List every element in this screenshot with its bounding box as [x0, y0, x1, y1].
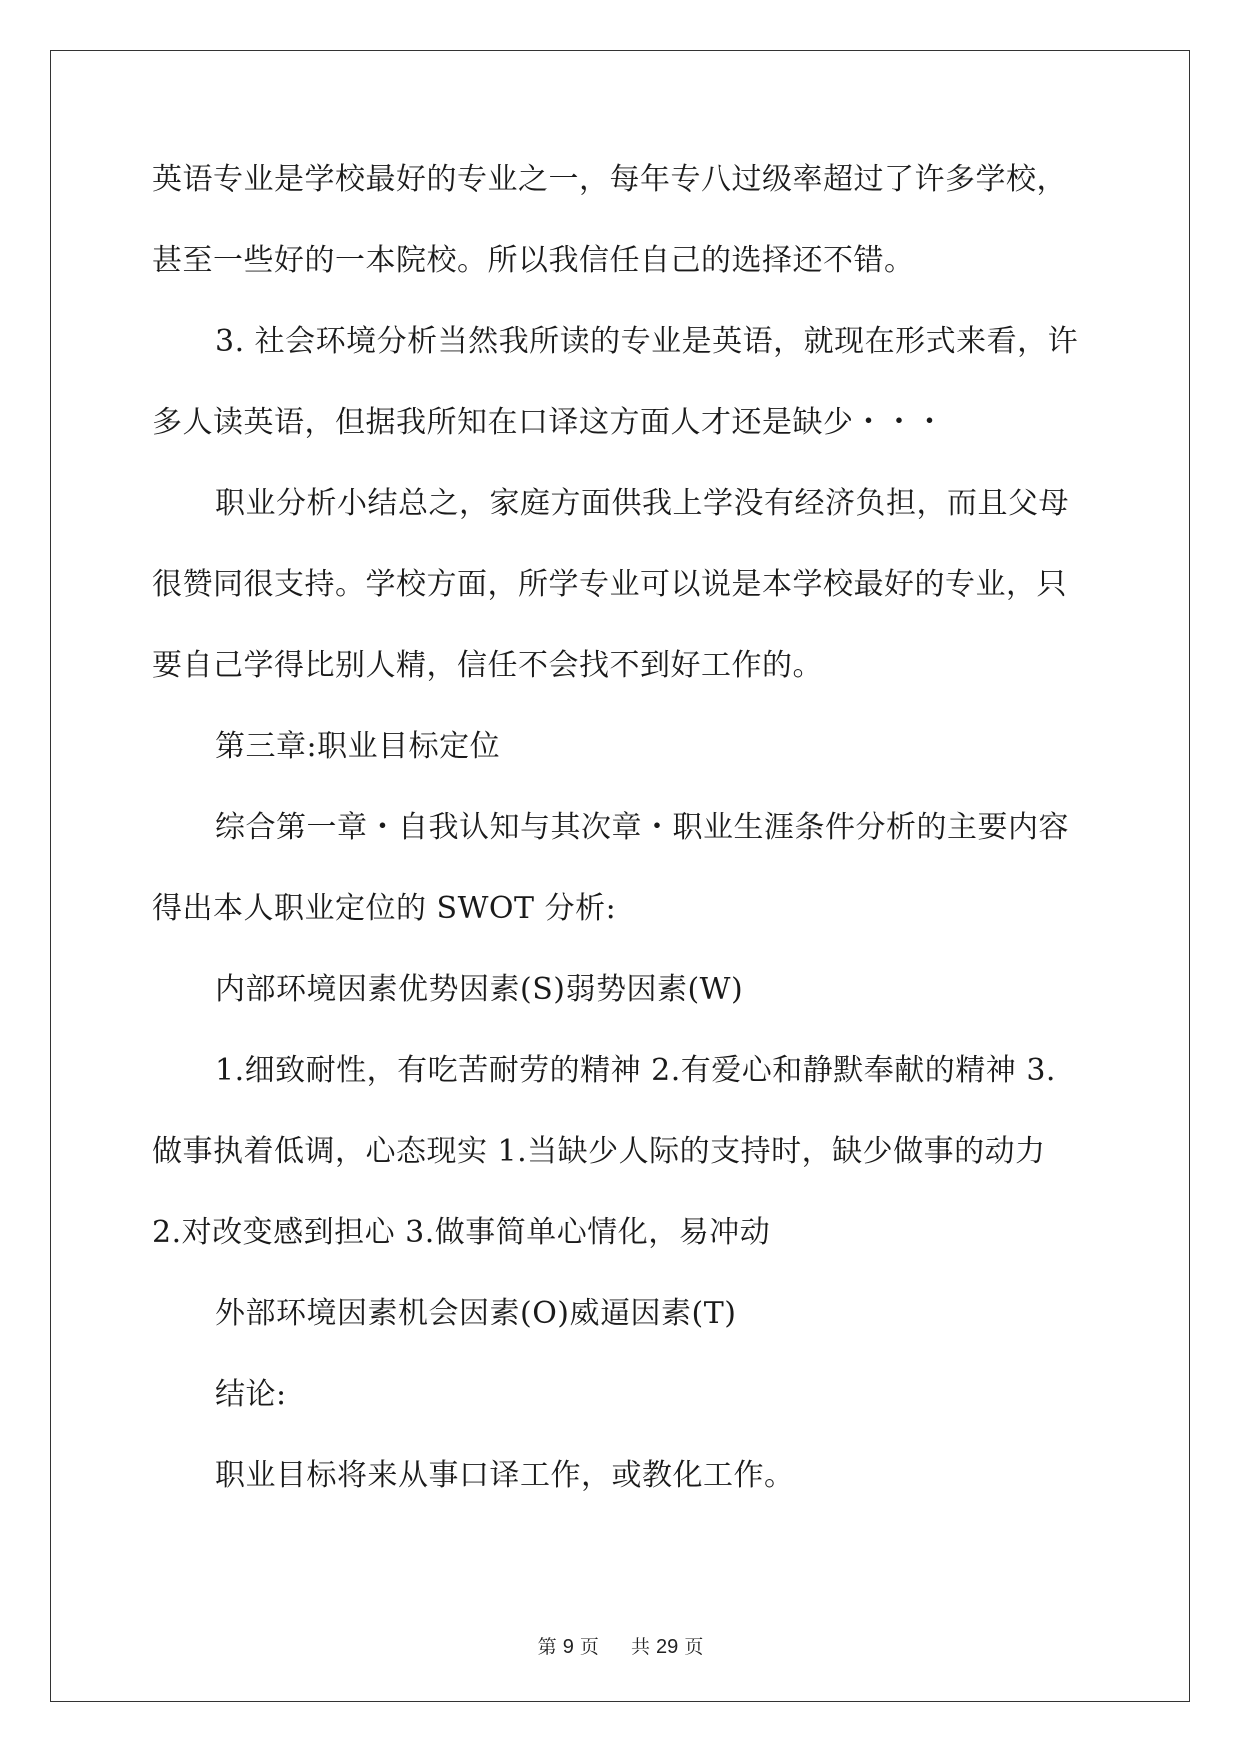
page-suffix: 页 — [579, 1636, 599, 1658]
page-footer — [0, 1632, 1241, 1659]
total-prefix: 共 — [630, 1636, 650, 1658]
text-line: 得出本人职业定位的 SWOT 分析: — [152, 891, 617, 926]
paragraph-start: 结论: — [215, 1377, 287, 1412]
chapter-heading: 第三章:职业目标定位 — [215, 729, 501, 764]
document-body — [152, 160, 1092, 1537]
paragraph-start: 1.细致耐性，有吃苦耐劳的精神 2.有爱心和静默奉献的精神 3. — [215, 1053, 1056, 1088]
paragraph-start: 职业目标将来从事口译工作，或教化工作。 — [215, 1458, 795, 1493]
paragraph-start: 职业分析小结总之，家庭方面供我上学没有经济负担，而且父母 — [215, 486, 1069, 521]
paragraph-start: 外部环境因素机会因素(O)威逼因素(T) — [215, 1296, 737, 1331]
page-prefix: 第 — [537, 1636, 557, 1658]
text-line: 做事执着低调，心态现实 1.当缺少人际的支持时，缺少做事的动力 — [152, 1134, 1046, 1169]
page-number: 9 — [562, 1636, 574, 1658]
paragraph-start: 综合第一章・自我认知与其次章・职业生涯条件分析的主要内容 — [215, 810, 1069, 845]
paragraph-start: 3. 社会环境分析当然我所读的专业是英语，就现在形式来看，许 — [215, 324, 1079, 359]
text-line: 英语专业是学校最好的专业之一，每年专八过级率超过了许多学校， — [152, 162, 1067, 197]
text-line: 甚至一些好的一本院校。所以我信任自己的选择还不错。 — [152, 243, 915, 278]
text-line: 多人读英语，但据我所知在口译这方面人才还是缺少・・・ — [152, 405, 945, 440]
text-line: 2.对改变感到担心 3.做事简单心情化，易冲动 — [152, 1215, 771, 1250]
text-line: 要自己学得比别人精，信任不会找不到好工作的。 — [152, 648, 823, 683]
total-pages: 29 — [656, 1636, 679, 1658]
paragraph-start: 内部环境因素优势因素(S)弱势因素(W) — [215, 972, 744, 1007]
total-suffix: 页 — [684, 1636, 704, 1658]
text-line: 很赞同很支持。学校方面，所学专业可以说是本学校最好的专业，只 — [152, 567, 1067, 602]
